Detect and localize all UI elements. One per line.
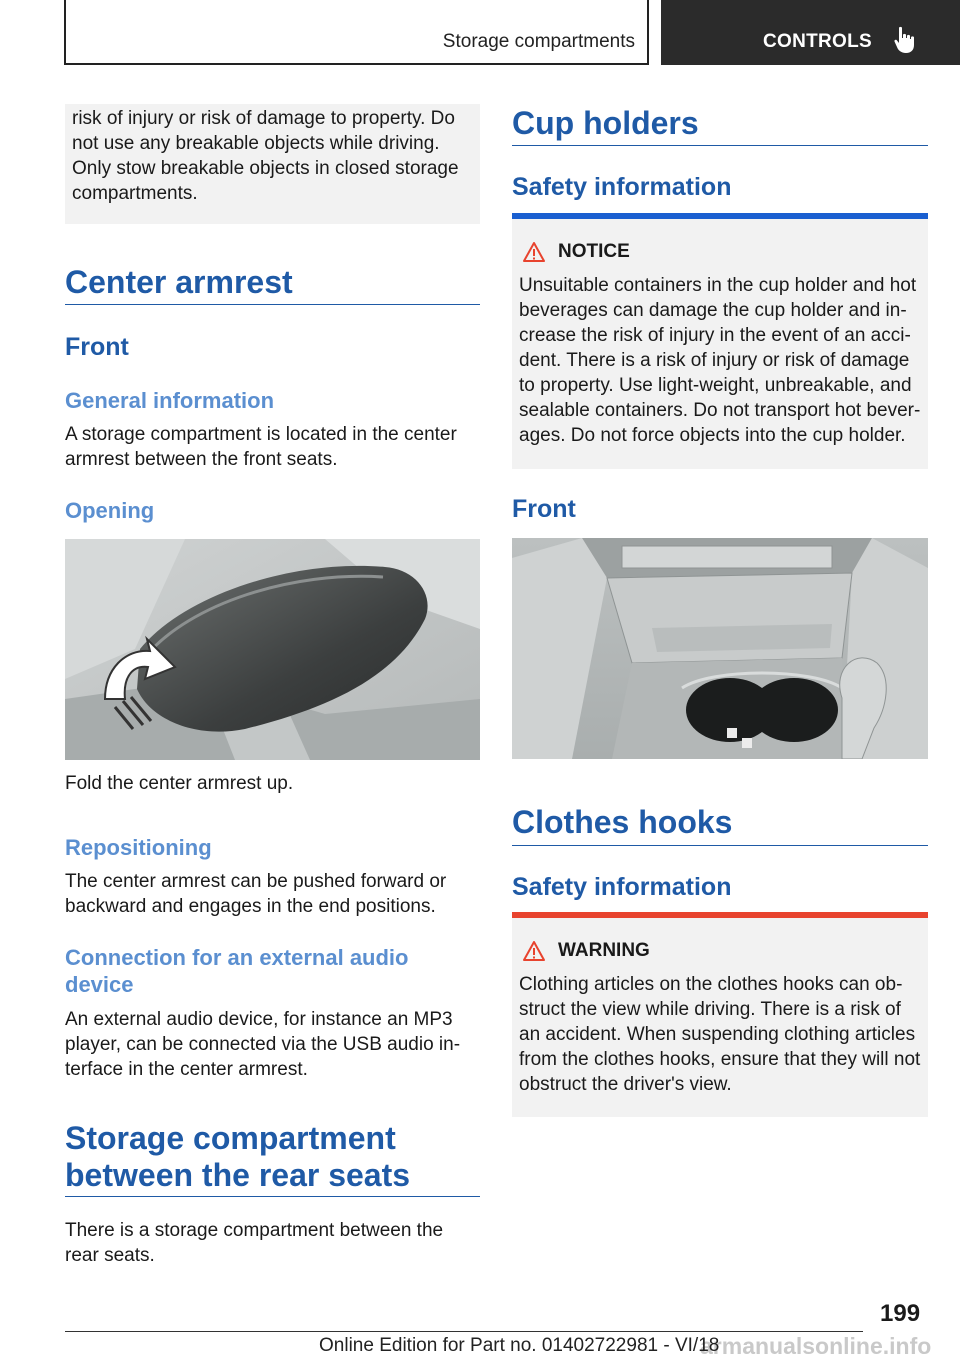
heading-storage-rear-seats: Storage compartment between the rear seats bbox=[65, 1120, 411, 1193]
heading-rule bbox=[65, 1196, 480, 1197]
general-information-text: A storage compartment is located in the center armrest between the front seats. bbox=[65, 424, 457, 470]
heading-center-armrest: Center armrest bbox=[65, 264, 293, 300]
header-chapter-tab bbox=[661, 0, 960, 65]
heading-general-information: General information bbox=[65, 388, 275, 413]
armrest-illustration bbox=[65, 539, 480, 760]
warning-triangle-icon bbox=[522, 241, 546, 263]
heading-rule bbox=[512, 145, 928, 146]
cup-holder-illustration bbox=[512, 538, 928, 759]
header-chapter-title: CONTROLS bbox=[763, 31, 873, 52]
warning-triangle-icon bbox=[522, 940, 546, 962]
warning-continuation-text: risk of injury or risk of damage to property. Do not use any breakable objects while driving. Only stow breakable objects in closed storage compartments. bbox=[72, 108, 459, 204]
heading-rule bbox=[65, 304, 480, 305]
fold-armrest-text: Fold the center armrest up. bbox=[65, 773, 294, 794]
notice-label: NOTICE bbox=[558, 241, 630, 262]
heading-front-left: Front bbox=[65, 333, 129, 361]
watermark: armanualsonline.info bbox=[700, 1333, 932, 1359]
heading-cup-holders: Cup holders bbox=[512, 105, 699, 141]
storage-rear-seats-text: There is a storage compartment between the rear seats. bbox=[65, 1220, 444, 1266]
heading-rule bbox=[512, 845, 928, 846]
heading-opening: Opening bbox=[65, 498, 155, 523]
warning-text: Clothing articles on the clothes hooks can obstruct the view while driving. There is a risk of an accident. When suspending clothing articles from the clothes hooks, ensure that they will not obstruct the driver's view. bbox=[519, 974, 921, 1095]
heading-repositioning: Repositioning bbox=[65, 835, 212, 860]
connection-audio-text: An external audio device, for instance an MP3 player, can be connected via the USB audio interface in the center armrest. bbox=[65, 1009, 461, 1080]
heading-front-right: Front bbox=[512, 495, 576, 523]
warning-label: WARNING bbox=[558, 940, 650, 961]
header-section-tab bbox=[64, 0, 649, 65]
notice-text: Unsuitable containers in the cup holder and hot beverages can damage the cup holder and increase the risk of injury in the event of an accident. There is a risk of injury or risk of damage to property. Use light-weight, unbreakable, and sealable containers. Do not transport hot beverages. Do not force objects into the cup holder. bbox=[519, 275, 921, 446]
page-number: 199 bbox=[880, 1300, 921, 1327]
footer-rule bbox=[65, 1331, 863, 1332]
heading-connection-audio: Connection for an external audio device bbox=[65, 945, 409, 997]
heading-clothes-hooks: Clothes hooks bbox=[512, 804, 733, 840]
header-section-title: Storage compartments bbox=[442, 31, 635, 52]
heading-safety-information-hooks: Safety information bbox=[512, 873, 732, 901]
repositioning-text: The center armrest can be pushed forward or backward and engages in the end positions. bbox=[65, 871, 447, 917]
heading-safety-information-cup: Safety information bbox=[512, 173, 732, 201]
edition-note: Online Edition for Part no. 01402722981 - VI/18 bbox=[319, 1335, 720, 1356]
pointing-hand-icon bbox=[893, 26, 919, 54]
